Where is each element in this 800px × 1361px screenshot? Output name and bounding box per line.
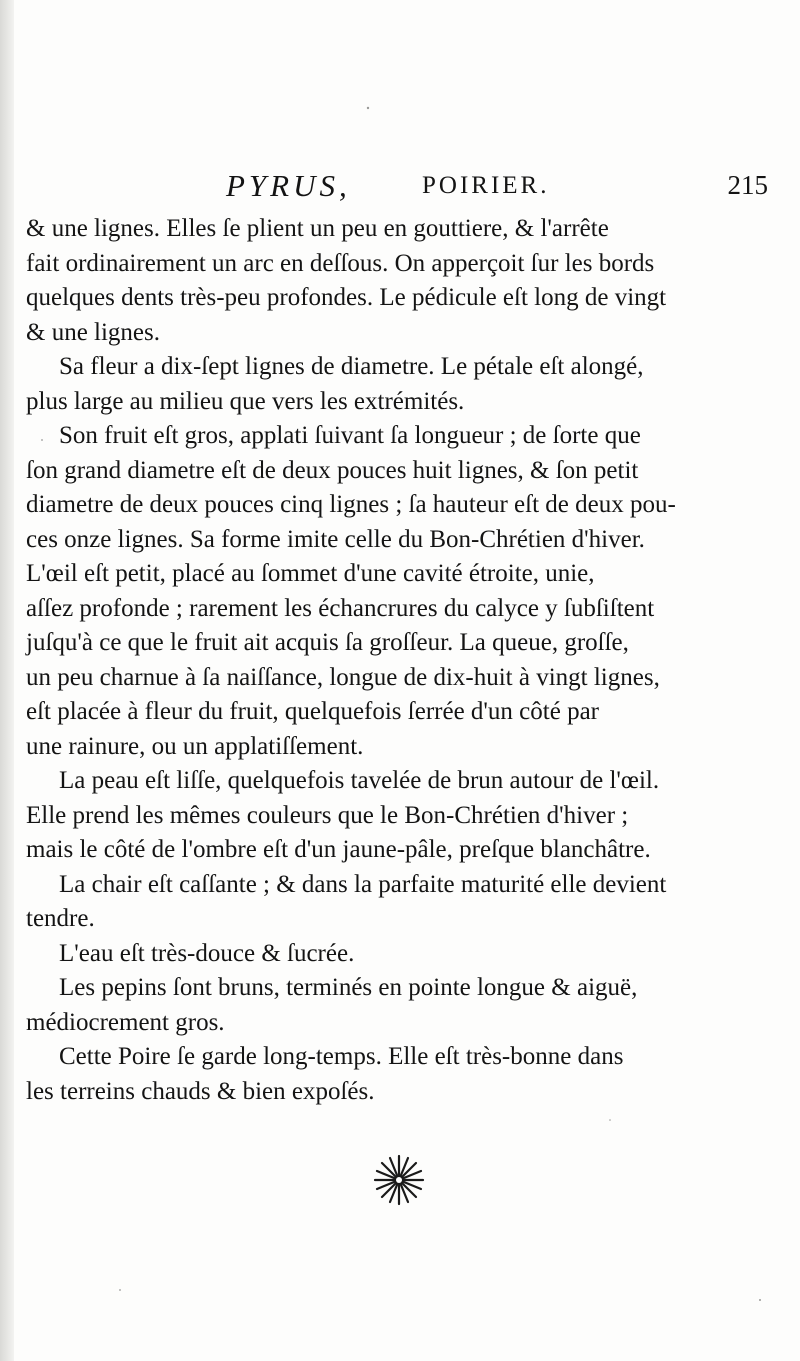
text-line: un peu charnue à ſa naiſſance, longue de dix-huit à vingt lignes, [26,663,660,691]
text-line: plus large au milieu que vers les extrémités. [26,387,465,415]
text-line: fait ordinairement un arc en deſſous. On apperçoit ſur les bords [26,249,655,277]
text-line: Elle prend les mêmes couleurs que le Bon-Chrétien d'hiver ; [26,801,629,829]
paragraph-first-line: L'eau eſt très-douce & ſucrée. [59,939,355,967]
text-line: juſqu'à ce que le fruit ait acquis ſa groſſeur. La queue, groſſe, [26,629,629,656]
paragraph-first-line: Les pepins ſont bruns, terminés en pointe longue & aiguë, [59,974,638,1001]
text-line: les terreins chauds & bien expoſés. [26,1077,375,1105]
text-line: eſt placée à fleur du fruit, quelquefois ſerrée d'un côté par [26,698,599,725]
running-header [150,168,780,208]
text-line: diametre de deux pouces cinq lignes ; ſa hauteur eſt de deux pou- [26,491,676,518]
text-line: & une lignes. [26,318,161,346]
text-line: & une lignes. Elles ſe plient un peu en gouttiere, & l'arrête [26,215,609,242]
paragraph-first-line: Cette Poire ſe garde long-temps. Elle eſt très-bonne dans [59,1043,624,1070]
text-line: L'œil eſt petit, placé au ſommet d'une cavité étroite, unie, [26,560,595,587]
text-line: mais le côté de l'ombre eſt d'un jaune-pâle, preſque blanchâtre. [26,836,651,863]
running-subtitle: POIRIER. [422,172,550,199]
text-line: médiocrement gros. [26,1008,225,1036]
paragraph-first-line: Son fruit eſt gros, applati ſuivant ſa longueur ; de ſorte que [59,422,641,449]
body-text [26,212,776,1109]
page-gutter-shadow [0,0,14,1361]
printer-ornament-icon [372,1153,426,1207]
text-line: ces onze lignes. Sa forme imite celle du Bon-Chrétien d'hiver. [26,525,645,553]
text-line: ſon grand diametre eſt de deux pouces huit lignes, & ſon petit [26,456,639,484]
text-line: quelques dents très-peu profondes. Le pédicule eſt long de vingt [26,284,667,311]
text-line: aſſez profonde ; rarement les échancrures du calyce y ſubſiſtent [26,594,655,622]
paragraph-first-line: Sa fleur a dix-ſept lignes de diametre. Le pétale eſt alongé, [59,353,644,380]
paragraph-first-line: La peau eſt liſſe, quelquefois tavelée de brun autour de l'œil. [59,767,660,794]
text-line: une rainure, ou un applatiſſement. [26,732,364,760]
page-number: 215 [727,170,768,200]
running-title: PYRUS, [226,168,351,203]
paragraph-first-line: La chair eſt caſſante ; & dans la parfaite maturité elle devient [59,870,667,898]
text-line: tendre. [26,905,95,932]
